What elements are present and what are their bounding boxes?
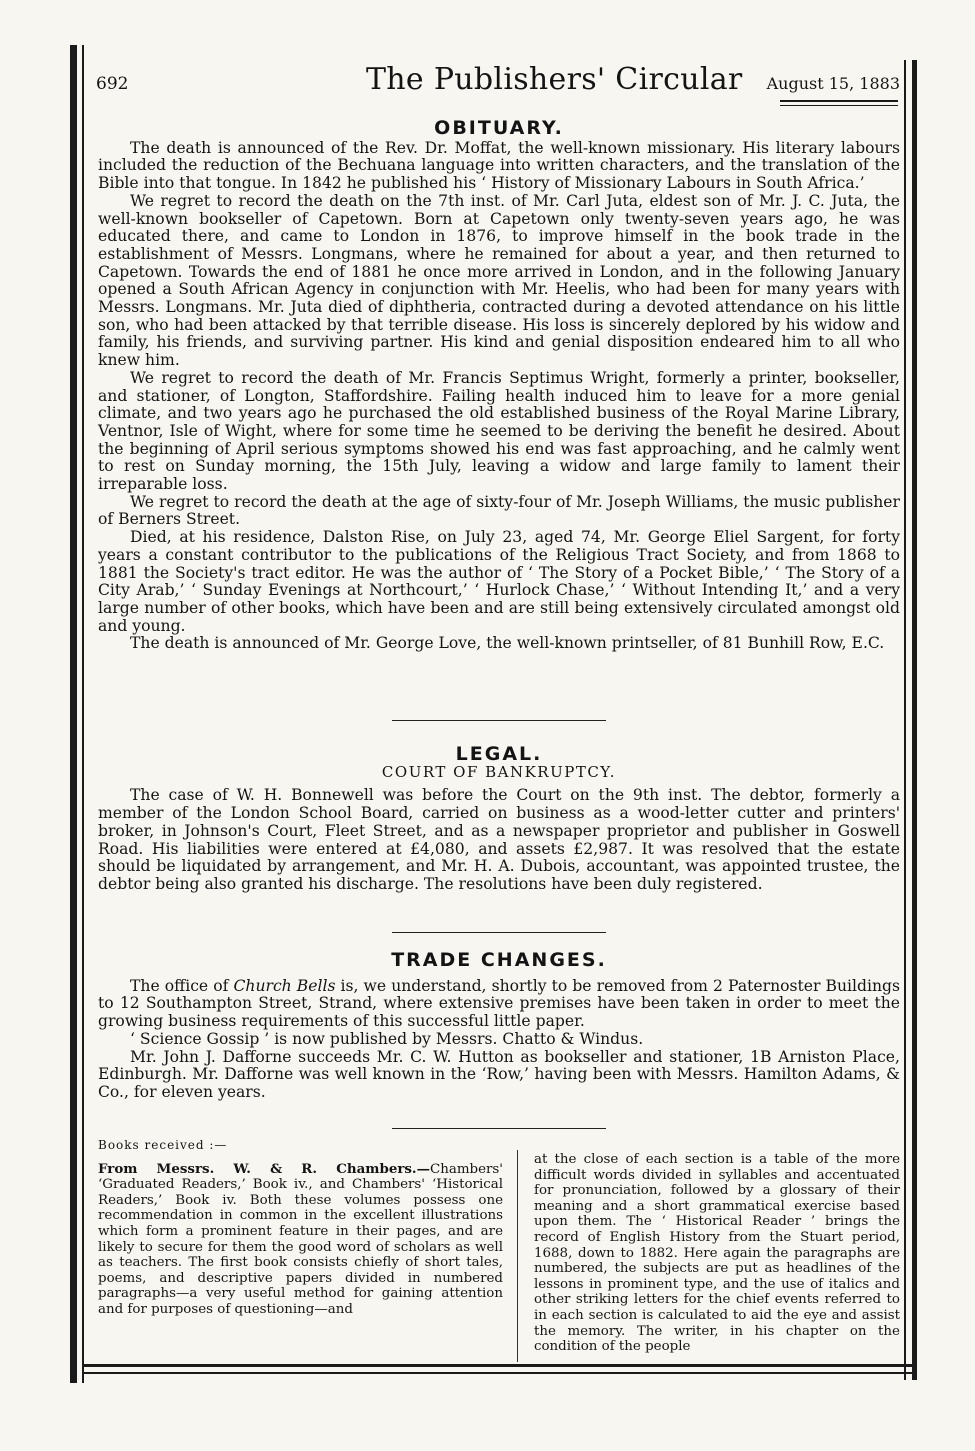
publisher-name: From Messrs. W. & R. Chambers.— — [98, 1160, 430, 1177]
section-divider — [98, 932, 900, 933]
obituary-paragraph: We regret to record the death at the age of sixty-four of Mr. Joseph Williams, the music publisher of Berners Street. — [98, 492, 900, 529]
legal-heading: LEGAL. — [455, 743, 543, 765]
books-received-right-column — [534, 1152, 900, 1355]
issue-date: August 15, 1883 — [766, 74, 900, 93]
books-received-left-column — [98, 1138, 503, 1318]
page-header — [96, 62, 900, 98]
obituary-paragraph: Died, at his residence, Dalston Rise, on July 23, aged 74, Mr. George Eliel Sargent, for forty years a constant contributor to the publications of the Religious Tract Society, and from 1868 to 1881 the Society's tract editor. He was the author of ‘ The Story of a Pocket Bible,’ ‘ The Story of a City Arab,’ ‘ Sunday Evenings at Northcourt,’ ‘ Hurlock Chase,’ ‘ Without Intending It,’ and a very large number of other books, which have been and are still being extensively circulated amongst old and young. — [98, 528, 900, 635]
right-border-rule-thin — [904, 60, 906, 1380]
header-underline — [780, 100, 898, 102]
obituary-section — [98, 117, 900, 653]
header-underline-thin — [780, 105, 898, 106]
books-received-text-continued: at the close of each section is a table of the more difficult words divided in syllables and accentuated for pronunciation, followed by a glossary of their meaning and a short grammatical exercise based upon them. The ‘ Historical Reader ’ brings the record of English History from the Stuart period, 1688, down to 1882. Here again the paragraphs are numbered, the subjects are put as headlines of the lessons in prominent type, and the use of italics and other striking letters for the chief events referred to in each section is calculated to aid the eye and assist the memory. The writer, in his chapter on the condition of the people — [534, 1152, 900, 1355]
section-divider — [98, 1128, 900, 1129]
books-received-text — [98, 1162, 503, 1318]
obituary-paragraph: We regret to record the death on the 7th inst. of Mr. Carl Juta, eldest son of Mr. J. C. Juta, the well-known bookseller of Capetown. Born at Capetown only twenty-seven years ago, he was educated there, and came to London in 1876, to improve himself in the book trade in the establishment of Messrs. Longmans, where he remained for about a year, and then returned to Capetown. Towards the end of 1881 he once more arrived in London, and in the following January opened a South African Agency in conjunction with Mr. Heelis, who had been for many years with Messrs. Longmans. Mr. Juta died of diphtheria, contracted during a devoted attendance on his little son, who had been attacked by that terrible disease. His loss is sincerely deplored by his widow and family, his friends, and surviving partner. His kind and genial disposition endeared him to all who knew him. — [98, 191, 900, 370]
trade-paragraph — [98, 978, 900, 1031]
right-border-rule — [912, 60, 917, 1380]
section-divider — [98, 720, 900, 721]
legal-paragraph: The case of W. H. Bonnewell was before the Court on the 9th inst. The debtor, formerly a member of the London School Board, carried on business as a wood-letter cutter and printers' broker, in Johnson's Court, Fleet Street, and as a newspaper proprietor and publisher in Goswell Road. His liabilities were entered at £4,080, and assets £2,987. It was resolved that the estate should be liquidated by arrangement, and Mr. H. A. Dubois, accountant, was appointed trustee, the debtor being also granted his discharge. The resolutions have been duly registered. — [98, 786, 900, 893]
trade-changes-heading: TRADE CHANGES. — [391, 949, 607, 971]
trade-text: The office of — [130, 976, 234, 995]
publication-title: Church Bells — [233, 976, 336, 995]
obituary-paragraph: We regret to record the death of Mr. Francis Septimus Wright, formerly a printer, bookseller, and stationer, of Longton, Staffordshire. Failing health induced him to leave for a more genial climate, and two years ago he purchased the old established business of the Royal Marine Library, Ventnor, Isle of Wight, where for some time he seemed to be deriving the benefit he desired. About the beginning of April serious symptoms showed his end was fast approaching, and he calmly went to rest on Sunday morning, the 15th July, leaving a widow and large family to lament their irreparable loss. — [98, 368, 900, 494]
column-separator — [517, 1150, 518, 1362]
trade-paragraph: Mr. John J. Dafforne succeeds Mr. C. W. Hutton as bookseller and stationer, 1B Arniston Place, Edinburgh. Mr. Dafforne was well known in the ‘Row,’ having been with Messrs. Hamilton Adams, & Co., for eleven years. — [98, 1047, 900, 1101]
trade-text: is, we understand, shortly to be removed from 2 Paternoster Buildings to 12 Southampton Street, Strand, where extensive premises have been taken in order to meet the growing business requirements of this successful little paper. — [98, 976, 900, 1031]
legal-section — [98, 743, 900, 894]
legal-subheading: COURT OF BANKRUPTCY. — [381, 762, 617, 781]
books-received-heading: Books received :— — [98, 1138, 228, 1152]
obituary-paragraph: The death is announced of the Rev. Dr. Moffat, the well-known missionary. His literary labours included the reduction of the Bechuana language into written characters, and the translation of the Bible into that tongue. In 1842 he published his ‘ History of Missionary Labours in South Africa.’ — [98, 138, 900, 193]
page-number: 692 — [96, 74, 129, 94]
trade-changes-section — [98, 949, 900, 1102]
left-border-rule — [70, 45, 77, 1383]
obituary-paragraph: The death is announced of Mr. George Love, the well-known printseller, of 81 Bunhill Row, E.C. — [130, 634, 885, 653]
left-border-rule-thin — [82, 45, 84, 1383]
running-title: The Publishers' Circular — [366, 62, 743, 97]
bottom-border-rule — [82, 1364, 914, 1367]
books-text: Chambers' ‘Graduated Readers,’ Book iv., and Chambers' ‘Historical Readers,’ Book iv. Both these volumes possess one recommendation in common in the excellent illustrations which form a prominent feature in their pages, and are likely to secure for them the good word of scholars as well as teachers. The first book consists chiefly of short tales, poems, and descriptive papers divided in numbered paragraphs—a very useful method for gaining attention and for purposes of questioning—and — [98, 1161, 503, 1317]
bottom-border-rule-thin — [82, 1372, 914, 1374]
obituary-heading: OBITUARY. — [434, 117, 564, 139]
trade-paragraph: ‘ Science Gossip ’ is now published by Messrs. Chatto & Windus. — [130, 1029, 644, 1048]
